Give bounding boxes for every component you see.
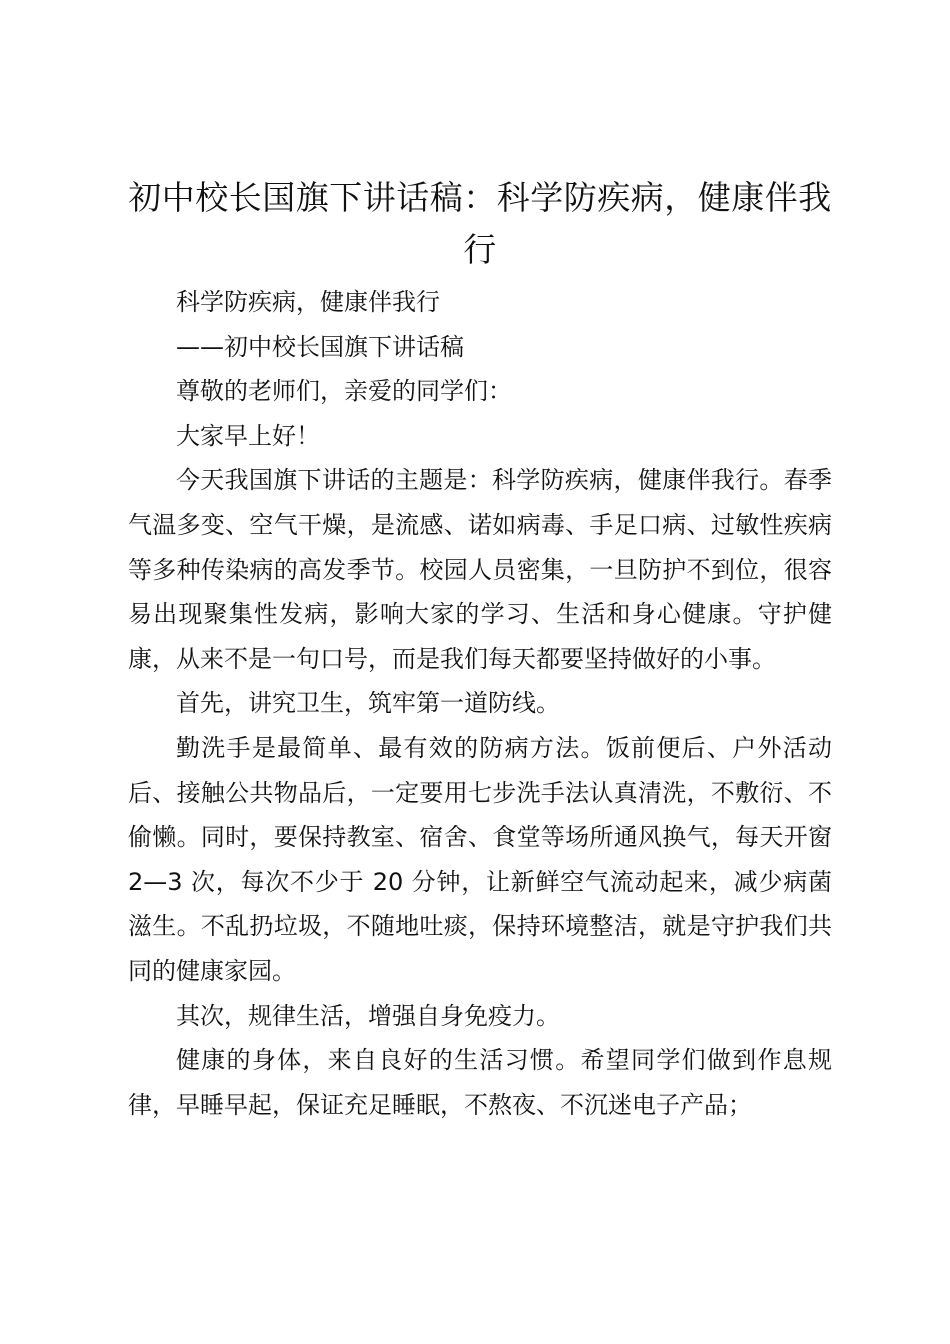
paragraph-subtitle: 科学防疾病，健康伴我行	[176, 288, 440, 316]
document-title: 初中校长国旗下讲话稿：科学防疾病，健康伴我行	[128, 178, 832, 269]
paragraph-greeting-morning: 大家早上好！	[176, 421, 320, 450]
paragraph-lifestyle: 健康的身体，来自良好的生活习惯。希望同学们做到作息规律，早睡早起，保证充足睡眠，不熬夜、不沉迷电子产品；	[128, 1046, 832, 1119]
document-page	[128, 172, 832, 1127]
paragraph-introduction: 今天我国旗下讲话的主题是：科学防疾病，健康伴我行。春季气温多变、空气干燥，是流感、诺如病毒、手足口病、过敏性疾病等多种传染病的高发季节。校园人员密集，一旦防护不到位，很容易出现聚集性发病，影响大家的学习、生活和身心健康。守护健康，从来不是一句口号，而是我们每天都要坚持做好的小事。	[128, 466, 832, 673]
paragraph-hygiene: 勤洗手是最简单、最有效的防病方法。饭前便后、户外活动后、接触公共物品后，一定要用七步洗手法认真清洗，不敷衍、不偷懒。同时，要保持教室、宿舍、食堂等场所通风换气，每天开窗 2—3 次，每次不少于 20 分钟，让新鲜空气流动起来，减少病菌滋生。不乱扔垃圾，不随地吐痰，保持环境整洁，就是守护我们共同的健康家园。	[128, 733, 832, 985]
paragraph-byline: ——初中校长国旗下讲话稿	[176, 332, 464, 361]
paragraph-heading-second: 其次，规律生活，增强自身免疫力。	[176, 1001, 560, 1030]
paragraph-greeting-audience: 尊敬的老师们，亲爱的同学们：	[176, 377, 512, 406]
paragraph-heading-first: 首先，讲究卫生，筑牢第一道防线。	[176, 689, 560, 718]
